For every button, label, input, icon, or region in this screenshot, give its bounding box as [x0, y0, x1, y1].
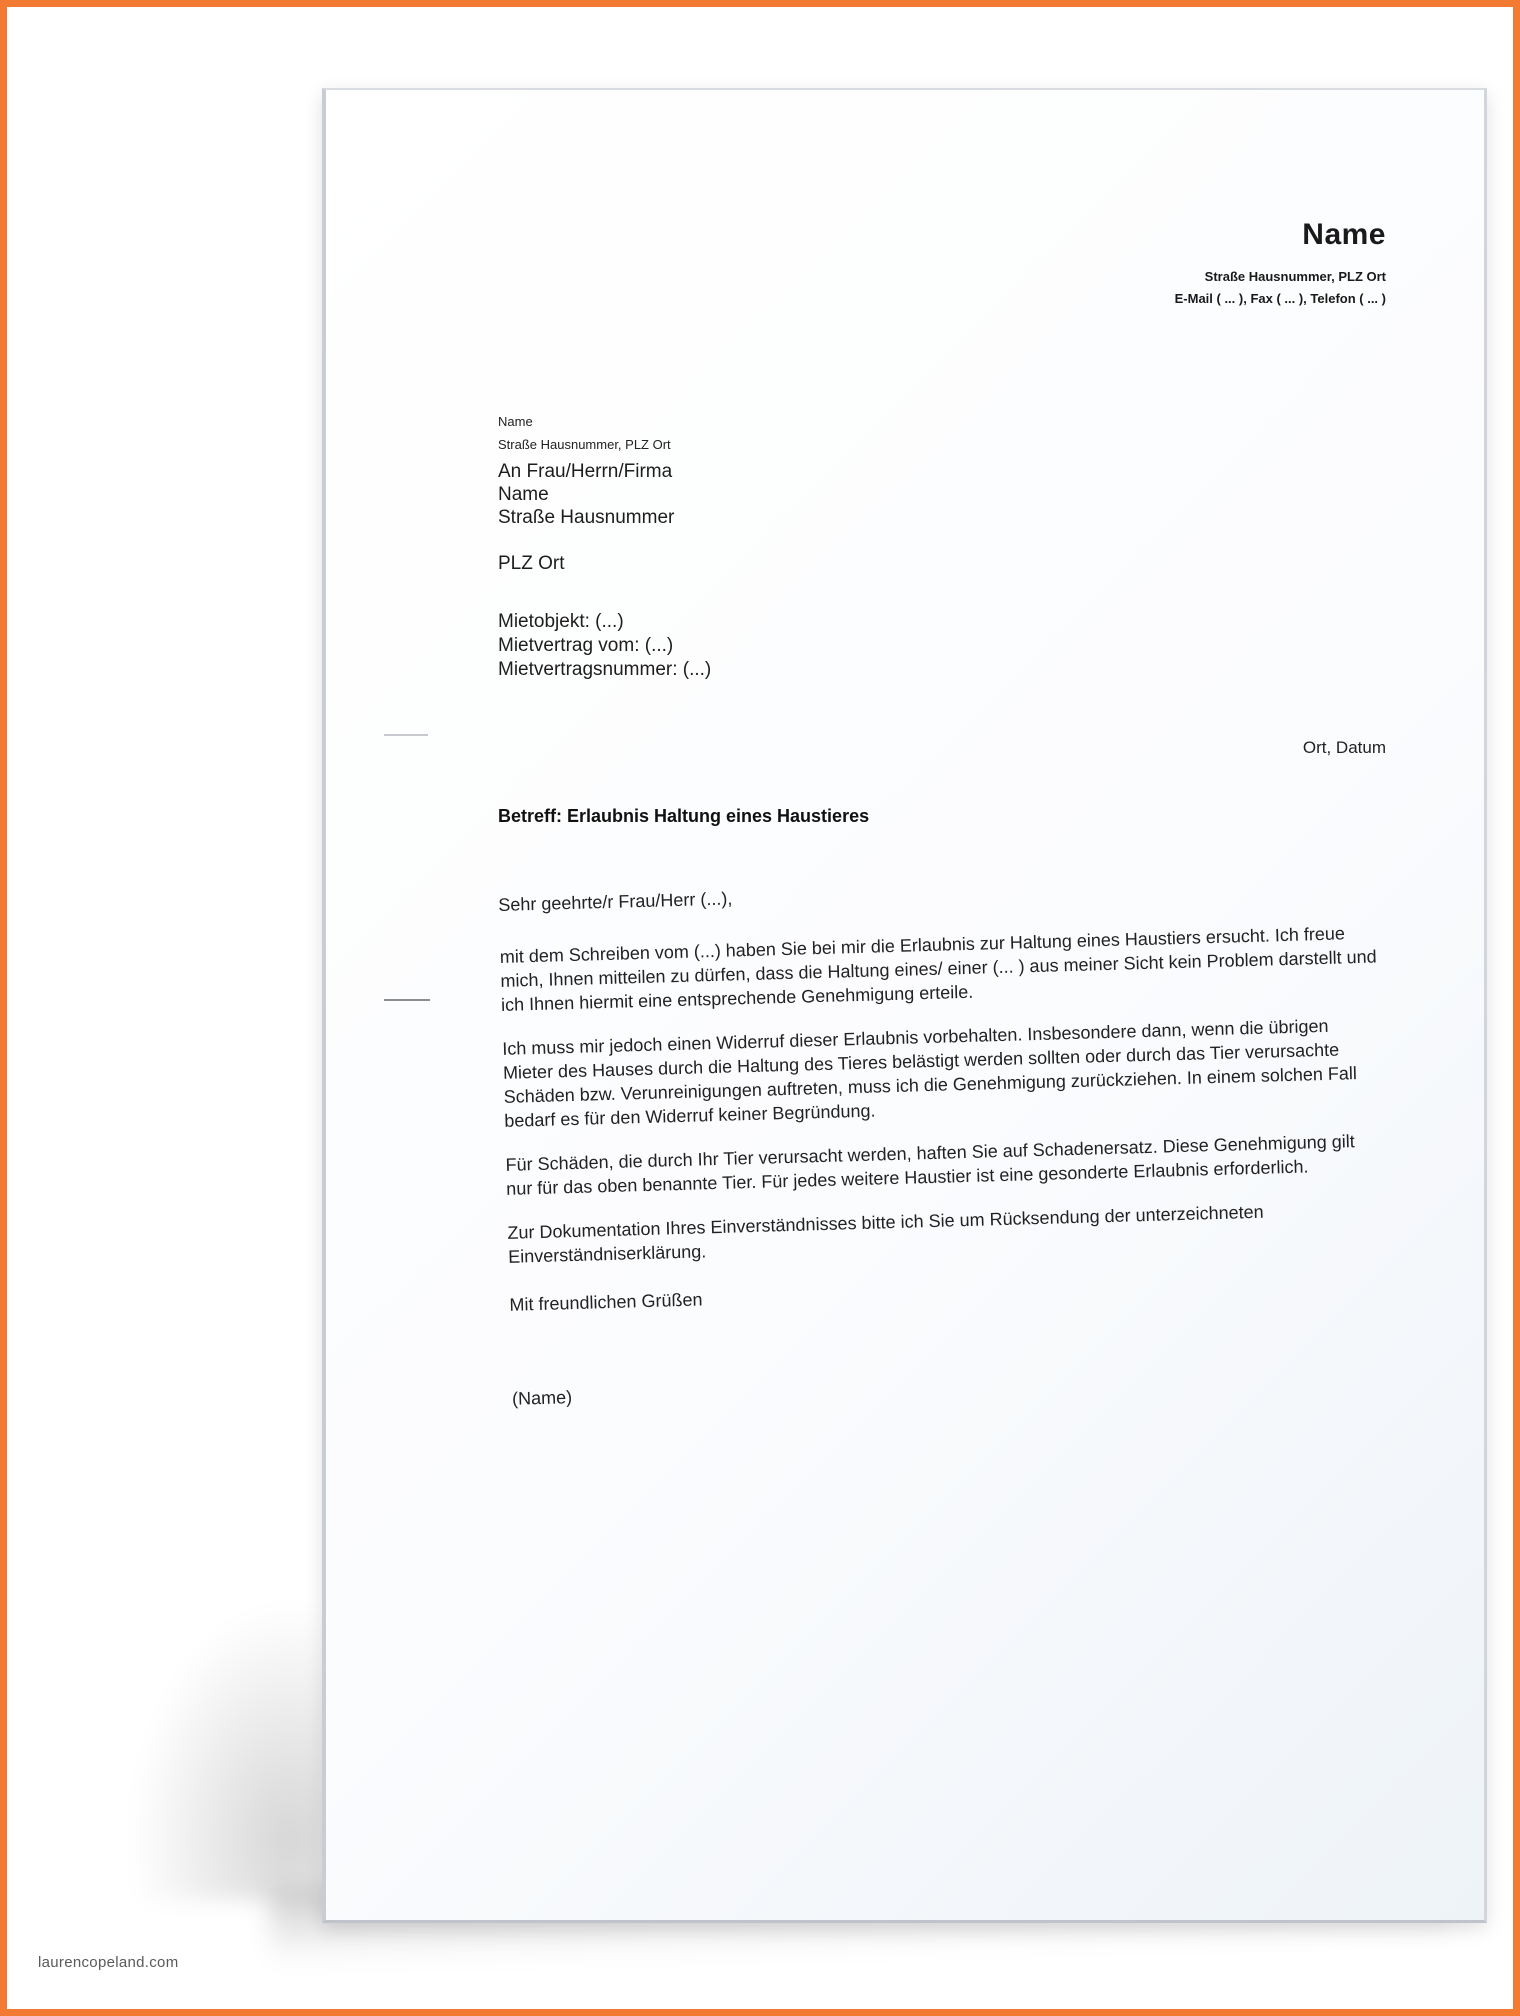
closing: Mit freundlichen Grüßen [509, 1289, 703, 1315]
recipient-address [498, 460, 674, 575]
recipient-line3: Straße Hausnummer [498, 507, 675, 528]
recipient-line1: An Frau/Herrn/Firma [498, 461, 673, 482]
return-address [498, 410, 671, 456]
letter-subject: Betreff: Erlaubnis Haltung eines Haustieres [498, 806, 870, 826]
sender-name: Name [1302, 218, 1386, 251]
meta-mietobjekt: Mietobjekt: (...) [498, 611, 624, 632]
fold-mark-top [384, 734, 428, 736]
body-paragraph-1: mit dem Schreiben vom (...) haben Sie bei mir die Erlaubnis zur Haltung eines Haustiers ersucht. Ich freue mich, Ihnen mitteilen zu dürfen, dass die Haltung eines/ einer (... ) aus meiner Sicht kein Problem darstellt und ich Ihnen hiermit eine entsprechende Genehmigung erteile. [499, 923, 1377, 1015]
body-paragraph-3: Für Schäden, die durch Ihr Tier verursacht werden, haften Sie auf Schadenersatz. Diese Genehmigung gilt nur für das oben benannte Tier. Für jedes weitere Haustier ist eine gesonderte Erlaubnis erforderlich. [505, 1131, 1356, 1199]
letter-page [322, 88, 1487, 1923]
letter-body [498, 868, 1393, 1430]
paper-shadow-left [130, 1600, 330, 1900]
letter-date: Ort, Datum [1302, 738, 1386, 757]
meta-mietvertragsnummer: Mietvertragsnummer: (...) [498, 659, 712, 680]
fold-mark-middle [384, 999, 430, 1001]
meta-mietvertrag: Mietvertrag vom: (...) [498, 635, 674, 656]
recipient-plz: PLZ Ort [498, 553, 565, 574]
sender-block [1175, 218, 1386, 310]
sender-contact: E-Mail ( ... ), Fax ( ... ), Telefon ( ... ) [1174, 291, 1386, 306]
sender-street: Straße Hausnummer, PLZ Ort [1204, 269, 1386, 284]
watermark: laurencopeland.com [38, 1954, 179, 1971]
body-paragraph-4: Zur Dokumentation Ihres Einverständnisses bitte ich Sie um Rücksendung der unterzeichneten Einverständniserklärung. [507, 1201, 1264, 1267]
salutation: Sehr geehrte/r Frau/Herr (...), [498, 888, 733, 915]
return-name: Name [498, 414, 533, 429]
rental-meta [498, 610, 711, 682]
body-paragraph-2: Ich muss mir jedoch einen Widerruf dieser Erlaubnis vorbehalten. Insbesondere dann, wenn die übrigen Mieter des Hauses durch die Haltung des Tieres belästigt werden sollten oder durch das Tier verursachte Schäden bzw. Verunreinigungen auftreten, muss ich die Genehmigung zurückziehen. In einem solchen Fall bedarf es für den Widerruf keiner Begründung. [502, 1015, 1358, 1131]
return-street: Straße Hausnummer, PLZ Ort [498, 437, 671, 452]
signature: (Name) [511, 1387, 573, 1409]
recipient-line2: Name [498, 484, 549, 505]
